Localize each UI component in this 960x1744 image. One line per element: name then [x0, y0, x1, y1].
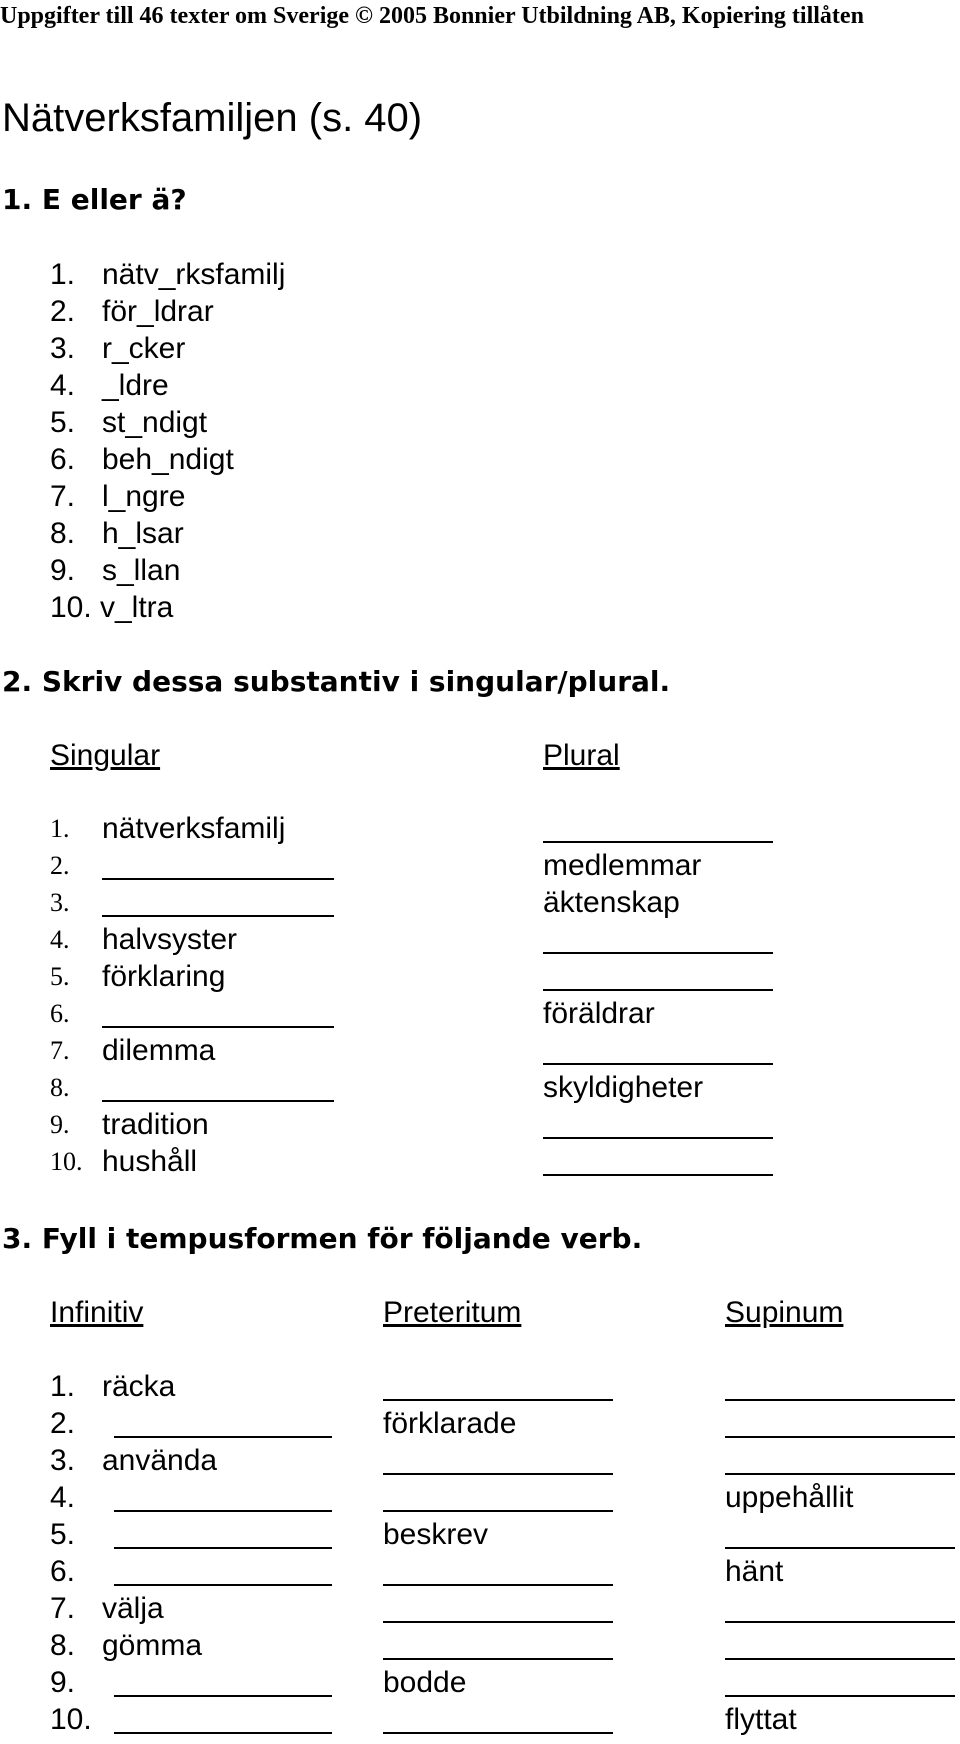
supinum-answer-blank[interactable] — [725, 1694, 955, 1697]
section3-heading: 3. Fyll i tempusformen för följande verb. — [2, 1222, 643, 1255]
list-item — [0, 515, 960, 552]
item-text: beh_ndigt — [102, 443, 234, 476]
plural-word: skyldigheter — [543, 1071, 704, 1104]
infinitiv-answer-blank[interactable] — [114, 1435, 332, 1438]
table-row — [0, 1069, 960, 1106]
plural-word: föräldrar — [543, 997, 655, 1030]
row-number: 1. — [50, 1370, 76, 1403]
singular-answer-blank[interactable] — [102, 1025, 334, 1028]
singular-word: hushåll — [102, 1145, 198, 1178]
table-row — [0, 958, 960, 995]
table-row — [0, 995, 960, 1032]
infinitiv-word: räcka — [102, 1370, 176, 1403]
preteritum-answer-blank[interactable] — [383, 1472, 613, 1475]
row-number: 5. — [50, 962, 70, 991]
plural-answer-blank[interactable] — [543, 1136, 773, 1139]
row-number: 6. — [50, 1555, 76, 1588]
plural-word: äktenskap — [543, 886, 680, 919]
preteritum-answer-blank[interactable] — [383, 1731, 613, 1734]
infinitiv-answer-blank[interactable] — [114, 1509, 332, 1512]
plural-answer-blank[interactable] — [543, 1062, 773, 1065]
row-number: 2. — [50, 851, 70, 880]
supinum-answer-blank[interactable] — [725, 1657, 955, 1660]
supinum-answer-blank[interactable] — [725, 1398, 955, 1401]
page-header: Uppgifter till 46 texter om Sverige © 2005 Bonnier Utbildning AB, Kopiering tillåten — [0, 3, 864, 29]
item-text: _ldre — [102, 369, 169, 402]
list-item — [0, 478, 960, 515]
table-row — [0, 1627, 960, 1664]
singular-word: tradition — [102, 1108, 209, 1141]
supinum-answer-blank[interactable] — [725, 1472, 955, 1475]
table-row — [0, 1032, 960, 1069]
row-number: 10. — [50, 1147, 83, 1176]
item-text: st_ndigt — [102, 406, 208, 439]
table-row — [0, 1664, 960, 1701]
plural-answer-blank[interactable] — [543, 988, 773, 991]
row-number: 2. — [50, 1407, 76, 1440]
supinum-word: hänt — [725, 1555, 784, 1588]
row-number: 9. — [50, 1666, 76, 1699]
preteritum-answer-blank[interactable] — [383, 1657, 613, 1660]
row-number: 3. — [50, 888, 70, 917]
table-row — [0, 1516, 960, 1553]
supinum-word: uppehållit — [725, 1481, 854, 1514]
item-number: 10. — [50, 591, 92, 624]
preteritum-answer-blank[interactable] — [383, 1509, 613, 1512]
singular-word: halvsyster — [102, 923, 238, 956]
table-row — [0, 1442, 960, 1479]
table-row — [0, 1368, 960, 1405]
infinitiv-word: välja — [102, 1592, 164, 1625]
section2-heading: 2. Skriv dessa substantiv i singular/plural. — [2, 665, 671, 698]
table-row — [0, 1106, 960, 1143]
table-row — [0, 810, 960, 847]
singular-word: dilemma — [102, 1034, 216, 1067]
item-number: 9. — [50, 554, 76, 587]
preteritum-answer-blank[interactable] — [383, 1620, 613, 1623]
row-number: 9. — [50, 1110, 70, 1139]
item-number: 4. — [50, 369, 76, 402]
list-item — [0, 441, 960, 478]
list-item — [0, 330, 960, 367]
list-item — [0, 256, 960, 293]
item-text: s_llan — [102, 554, 181, 587]
supinum-answer-blank[interactable] — [725, 1435, 955, 1438]
item-text: för_ldrar — [102, 295, 214, 328]
item-text: v_ltra — [100, 591, 174, 624]
item-number: 3. — [50, 332, 76, 365]
table-row — [0, 1701, 960, 1738]
preteritum-word: beskrev — [383, 1518, 489, 1551]
plural-answer-blank[interactable] — [543, 1173, 773, 1176]
item-text: r_cker — [102, 332, 186, 365]
row-number: 8. — [50, 1629, 76, 1662]
list-item — [0, 293, 960, 330]
item-text: h_lsar — [102, 517, 184, 550]
table-row — [0, 1405, 960, 1442]
infinitiv-answer-blank[interactable] — [114, 1694, 332, 1697]
row-number: 7. — [50, 1036, 70, 1065]
row-number: 10. — [50, 1703, 92, 1736]
infinitiv-word: gömma — [102, 1629, 203, 1662]
singular-word: förklaring — [102, 960, 226, 993]
table-row — [0, 1590, 960, 1627]
singular-answer-blank[interactable] — [102, 1099, 334, 1102]
plural-word: medlemmar — [543, 849, 702, 882]
list-item — [0, 367, 960, 404]
item-number: 1. — [50, 258, 76, 291]
supinum-word: flyttat — [725, 1703, 797, 1736]
infinitiv-answer-blank[interactable] — [114, 1583, 332, 1586]
row-number: 8. — [50, 1073, 70, 1102]
table-row — [0, 847, 960, 884]
table-row — [0, 1479, 960, 1516]
row-number: 3. — [50, 1444, 76, 1477]
preteritum-answer-blank[interactable] — [383, 1398, 613, 1401]
singular-answer-blank[interactable] — [102, 914, 334, 917]
item-text: l_ngre — [102, 480, 186, 513]
item-number: 8. — [50, 517, 76, 550]
plural-answer-blank[interactable] — [543, 951, 773, 954]
row-number: 1. — [50, 814, 70, 843]
row-number: 7. — [50, 1592, 76, 1625]
row-number: 4. — [50, 925, 70, 954]
column-header-infinitiv: Infinitiv — [50, 1296, 144, 1329]
preteritum-word: bodde — [383, 1666, 467, 1699]
singular-word: nätverksfamilj — [102, 812, 286, 845]
item-number: 2. — [50, 295, 76, 328]
column-header-preteritum: Preteritum — [383, 1296, 522, 1329]
preteritum-answer-blank[interactable] — [383, 1583, 613, 1586]
table-row — [0, 884, 960, 921]
row-number: 6. — [50, 999, 70, 1028]
item-number: 5. — [50, 406, 76, 439]
list-item — [0, 404, 960, 441]
item-number: 6. — [50, 443, 76, 476]
list-item — [0, 589, 960, 626]
section1-heading: 1. E eller ä? — [2, 183, 187, 216]
column-header-singular: Singular — [50, 739, 161, 772]
table-row — [0, 1553, 960, 1590]
table-row — [0, 921, 960, 958]
supinum-answer-blank[interactable] — [725, 1620, 955, 1623]
table-row — [0, 1143, 960, 1180]
page-title: Nätverksfamiljen (s. 40) — [2, 96, 423, 140]
item-number: 7. — [50, 480, 76, 513]
list-item — [0, 552, 960, 589]
row-number: 4. — [50, 1481, 76, 1514]
row-number: 5. — [50, 1518, 76, 1551]
preteritum-word: förklarade — [383, 1407, 517, 1440]
column-header-supinum: Supinum — [725, 1296, 844, 1329]
plural-answer-blank[interactable] — [543, 840, 773, 843]
infinitiv-answer-blank[interactable] — [114, 1731, 332, 1734]
column-header-plural: Plural — [543, 739, 620, 772]
supinum-answer-blank[interactable] — [725, 1546, 955, 1549]
infinitiv-word: använda — [102, 1444, 218, 1477]
infinitiv-answer-blank[interactable] — [114, 1546, 332, 1549]
item-text: nätv_rksfamilj — [102, 258, 286, 291]
singular-answer-blank[interactable] — [102, 877, 334, 880]
